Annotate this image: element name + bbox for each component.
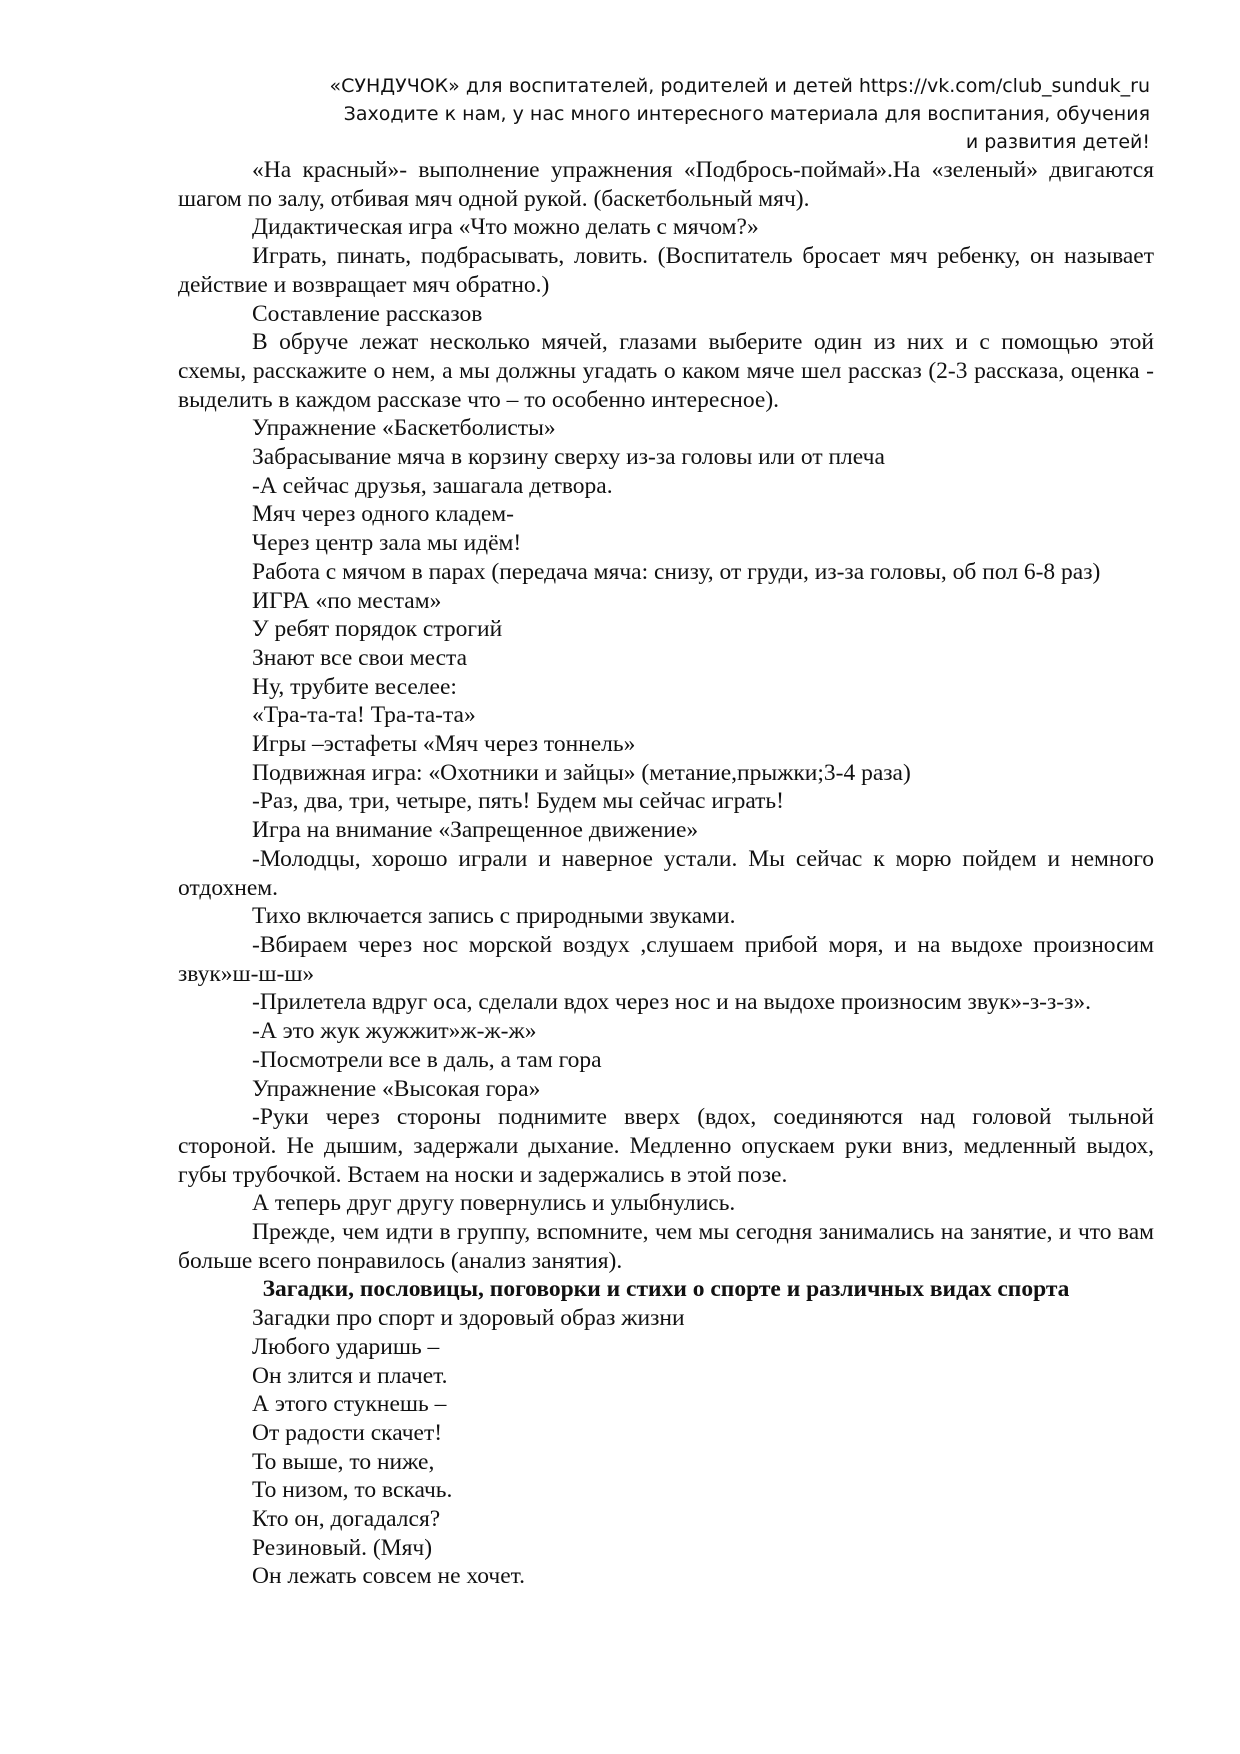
paragraph: Дидактическая игра «Что можно делать с мячом?» bbox=[252, 214, 759, 241]
paragraph: Забрасывание мяча в корзину сверху из-за головы или от плеча bbox=[252, 444, 885, 471]
paragraph: Через центр зала мы идём! bbox=[252, 530, 522, 557]
paragraph: -Руки через стороны поднимите вверх (вдох, соединяются над головой тыльной стороной. Не дышим, задержали дыхание. Медленно опускаем руки вниз, медленный выдох, губы трубочкой. Встаем на носки и задержались в этой позе. bbox=[178, 1104, 1154, 1188]
poem-line: Он лежать совсем не хочет. bbox=[252, 1563, 526, 1590]
poem-line: Резиновый. (Мяч) bbox=[252, 1534, 433, 1561]
paragraph: Играть, пинать, подбрасывать, ловить. (Воспитатель бросает мяч ребенку, он называет действие и возвращает мяч обратно.) bbox=[178, 243, 1154, 298]
paragraph: -Раз, два, три, четыре, пять! Будем мы сейчас играть! bbox=[252, 788, 784, 815]
header-line-3: и развития детей! bbox=[965, 131, 1150, 153]
paragraph: Работа с мячом в парах (передача мяча: снизу, от груди, из-за головы, об пол 6-8 раз) bbox=[252, 558, 1101, 585]
paragraph: -Посмотрели все в даль, а там гора bbox=[252, 1046, 602, 1073]
paragraph: Игры –эстафеты «Мяч через тоннель» bbox=[252, 731, 636, 758]
poem-line: То низом, то вскачь. bbox=[252, 1477, 453, 1504]
paragraph: -Прилетела вдруг оса, сделали вдох через нос и на выдохе произносим звук»-з-з-з». bbox=[252, 989, 1091, 1016]
paragraph: ИГРА «по местам» bbox=[252, 587, 442, 614]
paragraph: У ребят порядок строгий bbox=[252, 616, 503, 643]
poem-line: Он злится и плачет. bbox=[252, 1362, 448, 1389]
paragraph: Упражнение «Баскетболисты» bbox=[252, 415, 556, 442]
poem-line: Любого ударишь – bbox=[252, 1333, 440, 1360]
paragraph: -Молодцы, хорошо играли и наверное устали. Мы сейчас к морю пойдем и немного отдохнем. bbox=[178, 845, 1154, 901]
paragraph: Мяч через одного кладем- bbox=[252, 501, 514, 528]
paragraph: -А сейчас друзья, зашагала детвора. bbox=[252, 472, 613, 499]
paragraph: А теперь друг другу повернулись и улыбнулись. bbox=[252, 1190, 736, 1217]
page-header bbox=[250, 72, 1150, 156]
paragraph: Упражнение «Высокая гора» bbox=[252, 1075, 541, 1102]
paragraph: Подвижная игра: «Охотники и зайцы» (метание,прыжки;3-4 раза) bbox=[252, 759, 911, 786]
paragraph: -А это жук жужжит»ж-ж-ж» bbox=[252, 1018, 537, 1045]
section-heading: Загадки, пословицы, поговорки и стихи о спорте и различных видах спорта bbox=[262, 1276, 1070, 1303]
paragraph: -Вбираем через нос морской воздух ,слушаем прибой моря, и на выдохе произносим звук»ш-ш-ш» bbox=[178, 931, 1154, 987]
paragraph: «На красный»- выполнение упражнения «Подбрось-поймай».На «зеленый» двигаются шагом по залу, отбивая мяч одной рукой. (баскетбольный мяч). bbox=[178, 157, 1154, 212]
paragraph: «Тра-та-та! Тра-та-та» bbox=[252, 702, 476, 729]
poem-line: То выше, то ниже, bbox=[252, 1448, 435, 1475]
poem-line: Кто он, догадался? bbox=[252, 1506, 441, 1533]
paragraph: В обруче лежат несколько мячей, глазами выберите один из них и с помощью этой схемы, расскажите о нем, а мы должны угадать о каком мяче шел рассказ (2-3 рассказа, оценка - выделить в каждом рассказе что – то особенно интересное). bbox=[178, 329, 1154, 413]
paragraph: Загадки про спорт и здоровый образ жизни bbox=[252, 1305, 685, 1332]
paragraph: Игра на внимание «Запрещенное движение» bbox=[252, 817, 699, 844]
paragraph: Прежде, чем идти в группу, вспомните, чем мы сегодня занимались на занятие, и что вам больше всего понравилось (анализ занятия). bbox=[178, 1219, 1154, 1274]
header-line-2: Заходите к нам, у нас много интересного материала для воспитания, обучения bbox=[343, 103, 1150, 125]
paragraph: Тихо включается запись с природными звуками. bbox=[252, 903, 736, 930]
header-line-1: «СУНДУЧОК» для воспитателей, родителей и детей https://vk.com/club_sunduk_ru bbox=[329, 75, 1150, 97]
paragraph: Составление рассказов bbox=[252, 300, 483, 327]
document-body bbox=[178, 156, 1154, 1591]
paragraph: Ну, трубите веселее: bbox=[252, 673, 457, 700]
paragraph: Знают все свои места bbox=[252, 644, 468, 671]
poem-line: А этого стукнешь – bbox=[252, 1391, 447, 1418]
poem-line: От радости скачет! bbox=[252, 1419, 443, 1446]
